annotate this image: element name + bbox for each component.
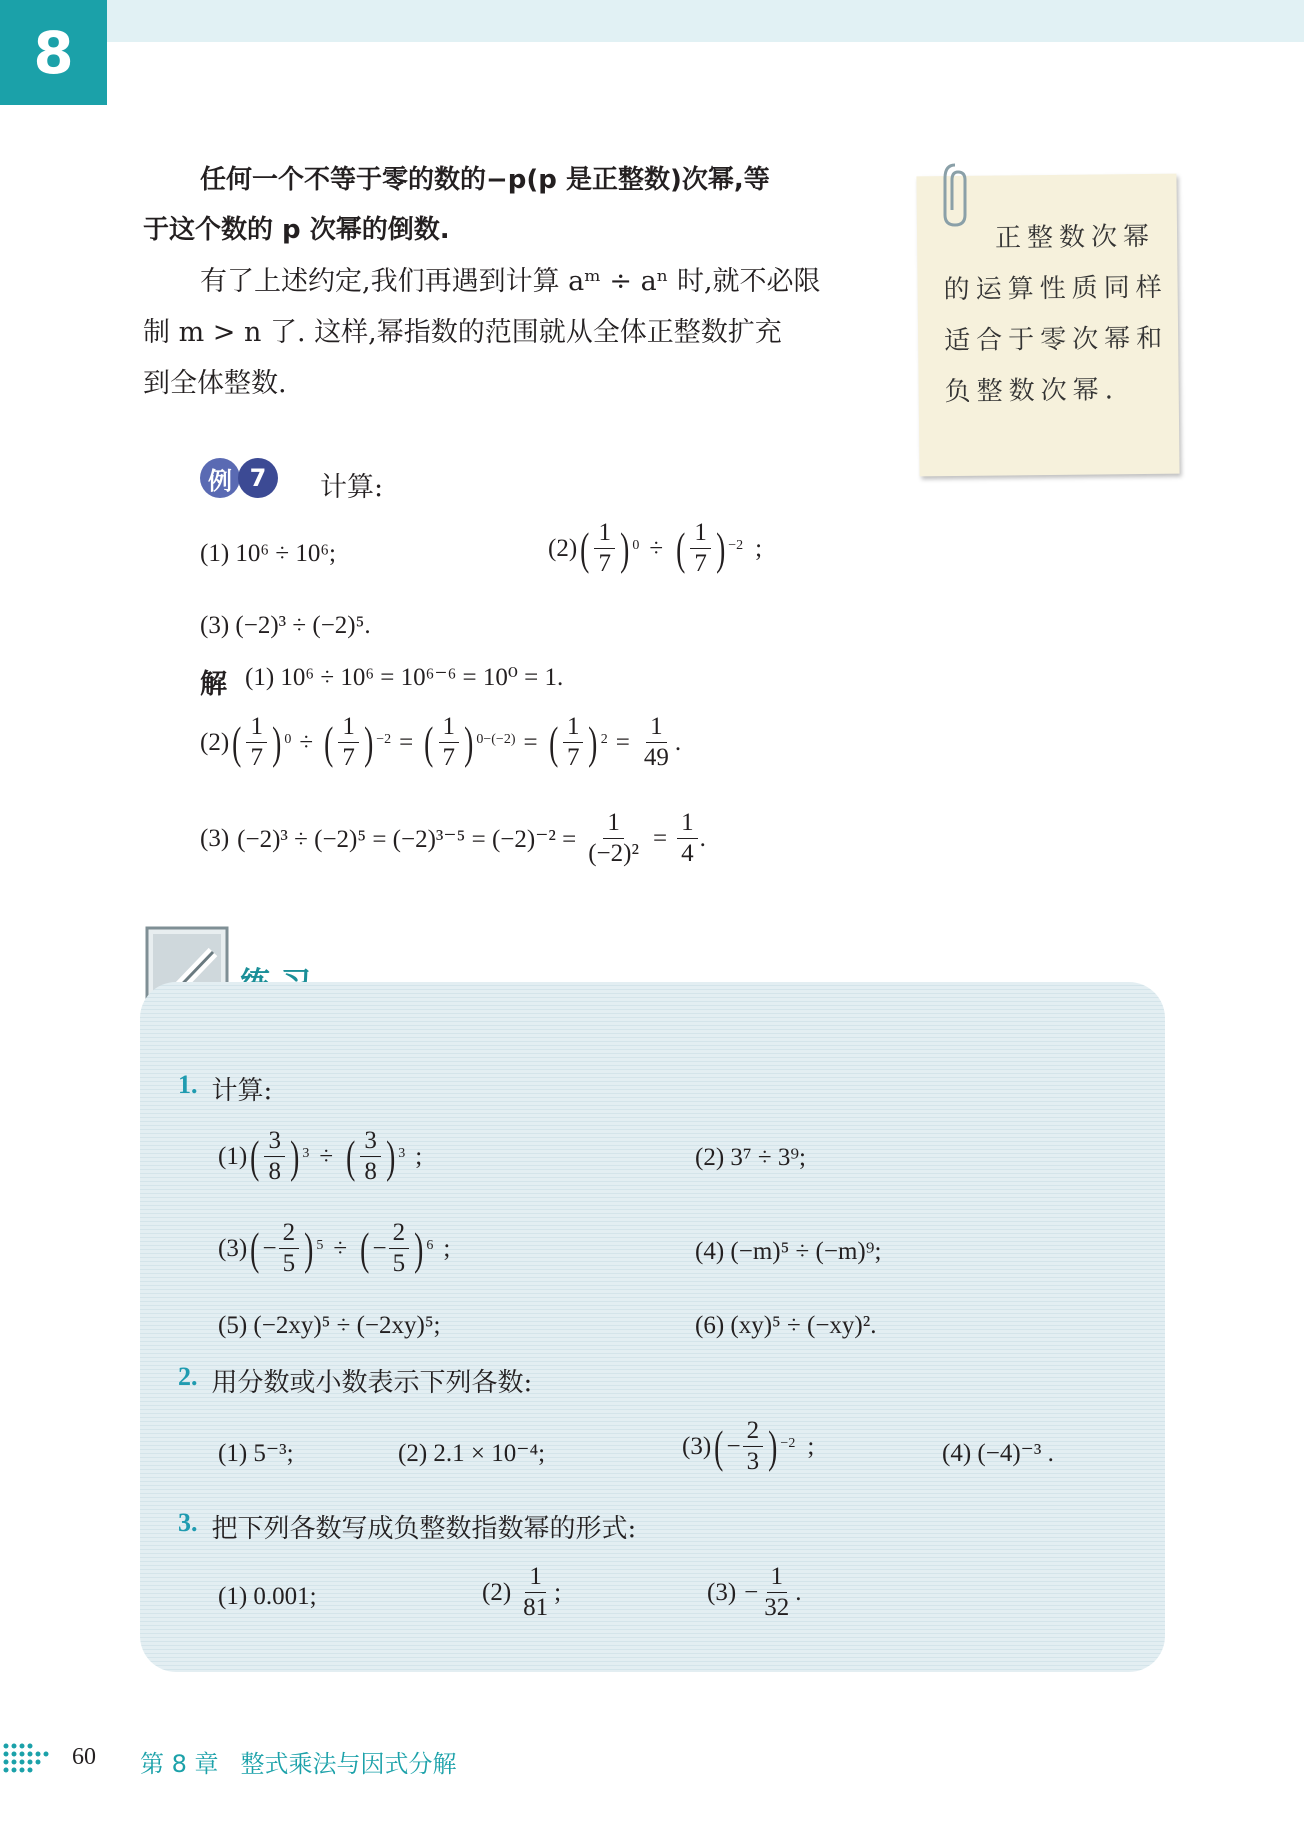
question-1-number: 1. — [178, 1070, 198, 1099]
q2-item-4: (4) (−4)⁻³ . — [942, 1440, 1054, 1467]
solution-line-1 — [200, 662, 563, 701]
question-2-number: 2. — [178, 1362, 198, 1391]
q3-item-1: (1) 0.001; — [218, 1583, 317, 1610]
q2-item-3: (3) ( − $\frac{2}{3}$ ) −2 ; — [682, 1417, 815, 1475]
dot-pattern-icon — [0, 1738, 58, 1778]
example-badge-number: 7 — [238, 458, 278, 498]
solution-1: (1) 10⁶ ÷ 10⁶ = 10⁶⁻⁶ = 10⁰ = 1. — [245, 664, 564, 691]
question-3-text: 把下列各数写成负整数指数幂的形式: — [211, 1514, 637, 1544]
footer-chapter-number: 第 8 章 — [140, 1750, 219, 1778]
side-note-line: 适合于零次幂和 — [944, 323, 1169, 357]
paragraph-line-1: 有了上述约定,我们再遇到计算 aᵐ ÷ aⁿ 时,就不必限 — [200, 266, 821, 297]
rule-line-1: 任何一个不等于零的数的−p(p 是正整数)次幂,等 — [200, 165, 770, 195]
chapter-number-tab: 8 — [0, 0, 107, 105]
footer-chapter — [140, 1744, 457, 1779]
page-number: 60 — [72, 1744, 96, 1770]
q2-item-2: (2) 2.1 × 10⁻⁴; — [398, 1440, 546, 1467]
solution-3-label: (3) — [200, 824, 230, 852]
q1-item-6: (6) (xy)⁵ ÷ (−xy)². — [695, 1312, 877, 1339]
q1-item-3: (3) ( − $\frac{2}{5}$ ) 5 ÷ ( − $\frac{2}{5}$ ) 6 ; — [218, 1219, 451, 1277]
q3-item-3: (3) − $\frac{1}{32}$ . — [707, 1563, 802, 1621]
question-3-number: 3. — [178, 1508, 198, 1537]
rule-line-2: 于这个数的 p 次幂的倒数. — [143, 215, 450, 245]
question-3 — [178, 1508, 636, 1545]
solution-2-label: (2) — [200, 728, 230, 756]
header-bar — [0, 0, 1304, 42]
question-1 — [178, 1070, 272, 1107]
question-2 — [178, 1362, 532, 1399]
solution-3-denominator: (−2)² — [588, 840, 639, 867]
side-note-line: 的运算性质同样 — [943, 272, 1168, 306]
example-intro: 计算: — [320, 472, 384, 503]
fraction: $\frac{1}{7}$ — [594, 518, 615, 579]
q1-item-1: (1) ( $\frac{3}{8}$ ) 3 ÷ ( $\frac{3}{8}$ ) 3 ; — [218, 1127, 423, 1185]
paragraph-line-2: 制 m > n 了. 这样,幂指数的范围就从全体正整数扩充 — [143, 317, 782, 348]
q3-item-2: (2) $\frac{1}{81}$ ; — [482, 1563, 562, 1621]
problem-2-label: (2) — [548, 534, 578, 562]
solution-3-text: (−2)³ ÷ (−2)⁵ = (−2)³⁻⁵ = (−2)⁻² = — [237, 825, 577, 853]
exponent: −2 — [728, 537, 744, 553]
problem-3: (3) (−2)³ ÷ (−2)⁵. — [200, 612, 371, 639]
footer-chapter-title: 整式乘法与因式分解 — [240, 1750, 457, 1778]
left-paren: ( — [580, 522, 590, 574]
problem-2: (2) ( $\frac{1}{7}$ ) 0 ÷ ( $\frac{1}{7}$ ) −2 ; — [548, 519, 763, 577]
paperclip-icon — [940, 160, 980, 230]
question-1-text: 计算: — [211, 1076, 273, 1106]
side-note-line: 正整数次幂 — [994, 221, 1156, 254]
side-note-line: 负整数次幂. — [944, 375, 1120, 408]
right-paren: ) — [715, 522, 726, 574]
left-paren: ( — [676, 522, 686, 574]
paragraph-line-3: 到全体整数. — [143, 368, 287, 399]
q1-item-5: (5) (−2xy)⁵ ÷ (−2xy)⁵; — [218, 1312, 441, 1339]
q1-item-2: (2) 3⁷ ÷ 3⁹; — [695, 1144, 806, 1171]
fraction: $\frac{1}{7}$ — [690, 518, 711, 579]
right-paren: ) — [620, 522, 630, 574]
q1-item-4: (4) (−m)⁵ ÷ (−m)⁹; — [695, 1238, 882, 1265]
exponent: 0 — [632, 537, 640, 553]
solution-3: (3) (−2)³ ÷ (−2)⁵ = (−2)³⁻⁵ = (−2)⁻² = $\frac{1}{\text{(−2)²}}$ = $\frac{1}{4}$ . — [200, 809, 706, 867]
problem-1: (1) 10⁶ ÷ 10⁶; — [200, 540, 336, 567]
solution-label: 解 — [200, 669, 227, 700]
q2-item-1: (1) 5⁻³; — [218, 1440, 294, 1467]
solution-2: (2) ( $\frac{1}{7}$ ) 0 ÷ ( $\frac{1}{7}$ ) −2 = ( $\frac{1}{7}$ ) 0−(−2) = ( $\frac{1}{7}$ ) 2 = $\frac{1}{49}$ . — [200, 713, 682, 771]
question-2-text: 用分数或小数表示下列各数: — [211, 1368, 533, 1398]
example-badge-word: 例 — [200, 458, 240, 498]
example-badge — [200, 458, 278, 498]
